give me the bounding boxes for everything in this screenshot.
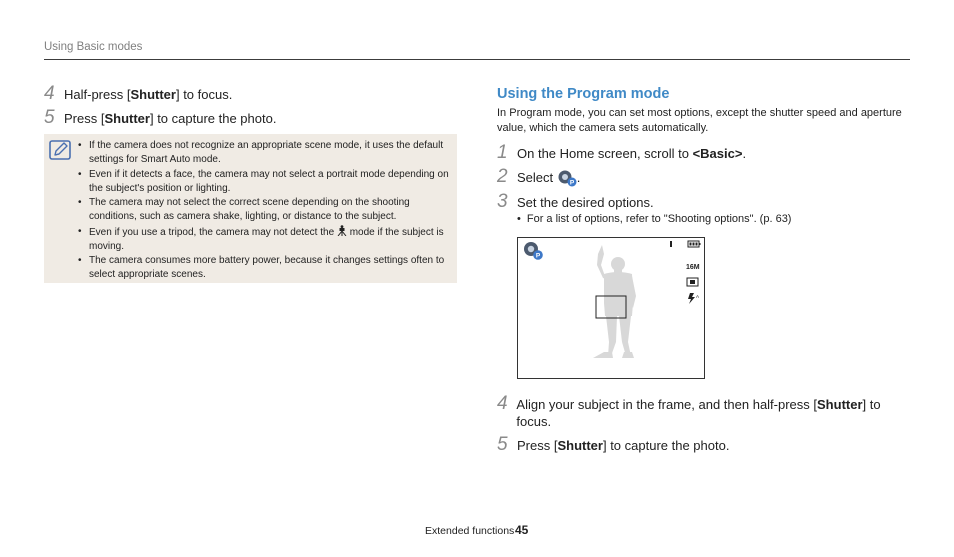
right-step-2	[497, 166, 581, 187]
section-title: Using the Program mode	[497, 86, 670, 102]
step-text: Half-press [Shutter] to focus.	[64, 87, 233, 102]
mode-p-icon	[524, 242, 543, 260]
note-item: • The camera consumes more battery power, because it changes settings often to select appropriate scenes.	[78, 254, 450, 282]
note-item: • Even if it detects a face, the camera may not select a portrait mode depending on the subject's position or lighting.	[78, 168, 450, 196]
svg-text:A: A	[696, 294, 700, 299]
note-box	[44, 134, 457, 283]
step-text: Select P .	[517, 170, 581, 187]
left-step-4	[44, 83, 233, 104]
page-number: 45	[515, 523, 529, 537]
right-step-3	[497, 191, 654, 212]
step-number: 4	[497, 393, 508, 414]
note-list	[78, 139, 450, 283]
sub-bullet: • For a list of options, refer to "Shooting options". (p. 63)	[517, 213, 791, 225]
intro-text: In Program mode, you can set most options, except the shutter speed and aperture value, which the camera sets automatically.	[497, 107, 902, 134]
note-item: • Even if you use a tripod, the camera may not detect the mode if the subject is moving.	[78, 225, 450, 254]
step-text: Press [Shutter] to capture the photo.	[517, 438, 730, 453]
right-step-4	[497, 393, 907, 430]
svg-text:P: P	[569, 179, 574, 187]
step-text: Set the desired options.	[517, 195, 654, 210]
step-number: 3	[497, 191, 508, 212]
step-number: 5	[497, 434, 508, 455]
flash-icon	[688, 293, 699, 304]
program-mode-icon	[557, 169, 577, 187]
step-text: Align your subject in the frame, and then half-press [Shutter] to focus.	[516, 397, 881, 429]
person-silhouette	[593, 245, 636, 358]
header-rule	[44, 59, 910, 60]
breadcrumb: Using Basic modes	[44, 41, 143, 53]
card-indicator	[670, 241, 672, 247]
svg-text:P: P	[535, 252, 541, 260]
left-step-5	[44, 107, 277, 128]
footer-section-label: Extended functions	[425, 525, 515, 537]
note-pencil-icon	[49, 140, 71, 160]
resolution-icon: 16M	[686, 264, 700, 271]
metering-icon	[687, 278, 698, 286]
right-step-1	[497, 142, 747, 163]
step-number: 4	[44, 83, 55, 104]
step-number: 5	[44, 107, 55, 128]
camera-screen-graphic	[518, 238, 704, 378]
step-text: On the Home screen, scroll to <Basic>.	[517, 146, 747, 161]
note-item: • The camera may not select the correct scene depending on the shooting conditions, such as camera shake, lighting, or distance to the subject.	[78, 196, 450, 224]
step-number: 2	[497, 166, 508, 187]
battery-icon	[688, 241, 701, 247]
camera-screen-illustration	[517, 237, 705, 379]
right-step-5	[497, 434, 730, 455]
step-number: 1	[497, 142, 508, 163]
note-item: • If the camera does not recognize an appropriate scene mode, it uses the default settings for Smart Auto mode.	[78, 139, 450, 167]
tripod-icon	[337, 225, 347, 236]
step-text: Press [Shutter] to capture the photo.	[64, 111, 277, 126]
